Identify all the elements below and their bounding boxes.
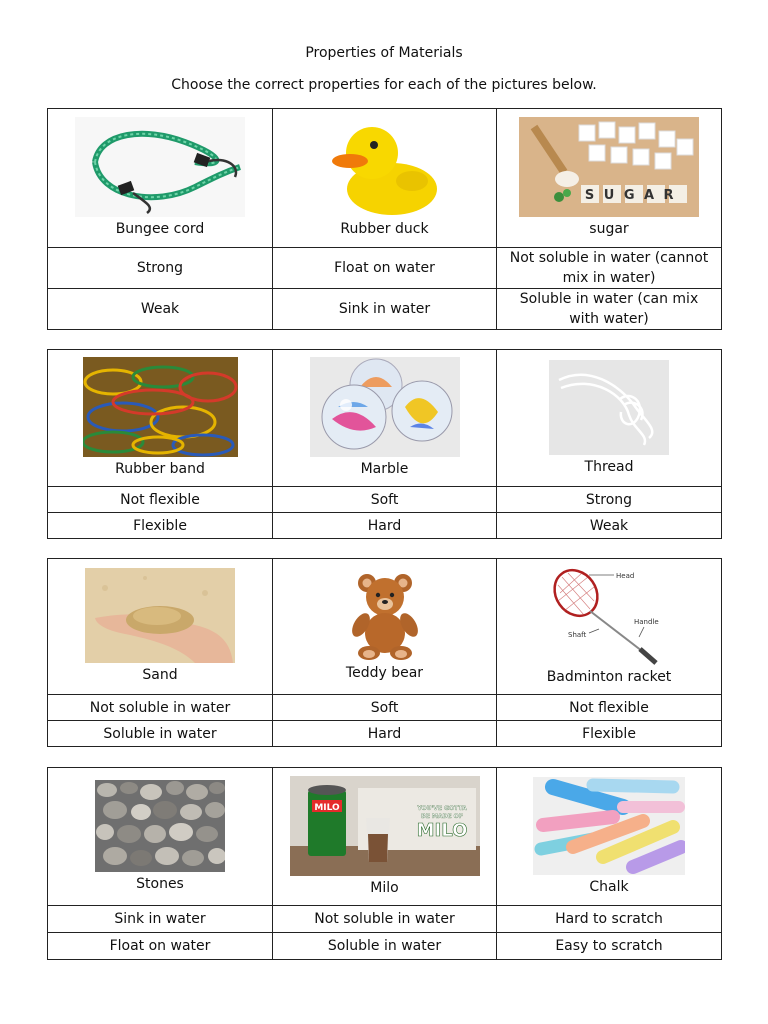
picture-cell xyxy=(273,109,497,248)
sugar-cubes-icon xyxy=(519,117,699,217)
milo-drink-icon xyxy=(290,776,480,876)
chalk-icon xyxy=(533,777,685,875)
item-name: Marble xyxy=(360,461,409,477)
picture-cell xyxy=(48,350,273,487)
option-cell[interactable]: Not soluble in water xyxy=(48,695,273,721)
item-name: Rubber duck xyxy=(340,221,429,237)
option-cell[interactable]: Soluble in water xyxy=(273,933,497,960)
picture-cell xyxy=(273,768,497,906)
item-name: Sand xyxy=(142,667,178,683)
option-cell[interactable]: Weak xyxy=(497,513,722,539)
option-cell[interactable]: Hard to scratch xyxy=(497,906,722,933)
option-cell[interactable]: Soft xyxy=(273,695,497,721)
picture-cell xyxy=(497,350,722,487)
bungee-cord-icon xyxy=(75,117,245,217)
item-name: Teddy bear xyxy=(345,664,424,681)
option-cell[interactable]: Float on water xyxy=(273,248,497,289)
thread-icon xyxy=(549,360,669,455)
option-cell[interactable]: Float on water xyxy=(48,933,273,960)
instruction-text: Choose the correct properties for each of the pictures below. xyxy=(171,77,597,93)
item-name: Chalk xyxy=(589,878,629,895)
item-name: sugar xyxy=(589,221,629,237)
materials-table-3 xyxy=(47,558,722,747)
marbles-icon xyxy=(310,357,460,457)
rubber-bands-icon xyxy=(83,357,238,457)
item-name: Rubber band xyxy=(115,461,205,477)
item-name: Thread xyxy=(584,458,634,475)
option-cell[interactable]: Not flexible xyxy=(48,487,273,513)
racket-shaft-label: Shaft xyxy=(568,630,587,639)
picture-cell xyxy=(497,109,722,248)
materials-table-4 xyxy=(47,767,722,960)
sugar-tiles-text: SUGAR xyxy=(584,188,684,203)
option-cell[interactable]: Soft xyxy=(273,487,497,513)
picture-cell xyxy=(497,768,722,906)
option-cell[interactable]: Easy to scratch xyxy=(497,933,722,960)
milo-ad-big: MILO xyxy=(416,819,467,841)
materials-table-1 xyxy=(47,108,722,330)
option-cell[interactable]: Flexible xyxy=(497,721,722,747)
picture-cell xyxy=(48,559,273,695)
option-cell[interactable]: Sink in water xyxy=(273,289,497,330)
stones-icon xyxy=(95,780,225,872)
option-cell[interactable]: Soluble in water xyxy=(48,721,273,747)
option-cell[interactable]: Strong xyxy=(497,487,722,513)
milo-ad-line1: YOU'VE GOTTA xyxy=(416,804,467,812)
page-title: Properties of Materials xyxy=(305,45,463,61)
option-cell[interactable]: Strong xyxy=(48,248,273,289)
materials-table-2 xyxy=(47,349,722,539)
option-cell[interactable]: Weak xyxy=(48,289,273,330)
milo-tin-label: MILO xyxy=(313,802,340,813)
picture-cell xyxy=(48,768,273,906)
option-cell[interactable]: Soluble in water (can mix with water) xyxy=(497,289,722,330)
option-cell[interactable]: Hard xyxy=(273,721,497,747)
teddy-bear-icon xyxy=(345,571,425,661)
badminton-racket-icon xyxy=(544,567,674,665)
option-cell[interactable]: Hard xyxy=(273,513,497,539)
item-name: Stones xyxy=(136,875,184,892)
sand-hand-icon xyxy=(85,568,235,663)
option-cell[interactable]: Not soluble in water (cannot mix in water) xyxy=(497,248,722,289)
option-cell[interactable]: Flexible xyxy=(48,513,273,539)
picture-cell xyxy=(48,109,273,248)
picture-cell xyxy=(273,350,497,487)
milo-ad-line2: BE MADE OF xyxy=(420,812,463,820)
racket-head-label: Head xyxy=(616,571,635,580)
rubber-duck-icon xyxy=(330,117,440,217)
option-cell[interactable]: Not soluble in water xyxy=(273,906,497,933)
picture-cell xyxy=(497,559,722,695)
racket-handle-label: Handle xyxy=(634,617,659,626)
picture-cell xyxy=(273,559,497,695)
option-cell[interactable]: Not flexible xyxy=(497,695,722,721)
item-name: Badminton racket xyxy=(546,668,672,685)
item-name: Milo xyxy=(370,879,399,896)
item-name: Bungee cord xyxy=(115,221,205,237)
option-cell[interactable]: Sink in water xyxy=(48,906,273,933)
